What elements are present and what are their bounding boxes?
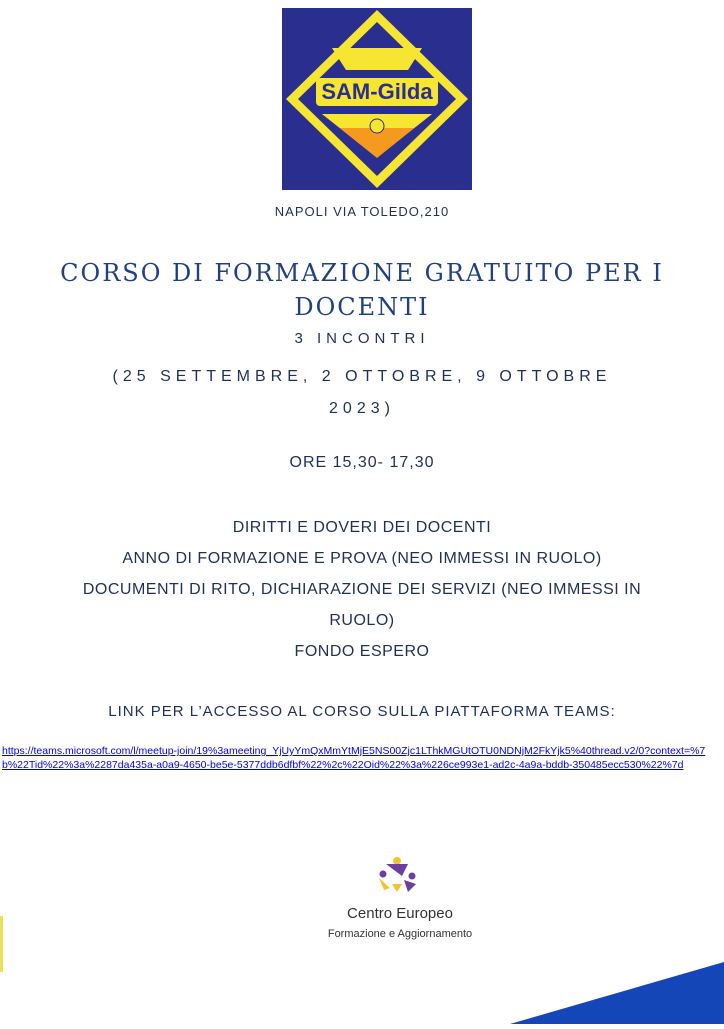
topic-item: DOCUMENTI DI RITO, DICHIARAZIONE DEI SERVIZI (NEO IMMESSI IN RUOLO)	[82, 581, 642, 629]
meeting-time: ORE 15,30- 17,30	[289, 454, 435, 471]
logo-text: SAM-Gilda	[321, 79, 433, 104]
topic-item: ANNO DI FORMAZIONE E PROVA (NEO IMMESSI IN RUOLO)	[122, 550, 602, 567]
meeting-dates: (25 SETTEMBRE, 2 OTTOBRE, 9 OTTOBRE 2023)	[112, 368, 612, 417]
topic-item: DIRITTI E DOVERI DEI DOCENTI	[232, 519, 492, 536]
corner-decoration	[480, 950, 724, 1024]
course-title: CORSO DI FORMAZIONE GRATUITO PER I DOCENTI	[60, 259, 664, 321]
meetings-count: 3 INCONTRI	[294, 330, 430, 347]
link-heading: LINK PER L’ACCESSO AL CORSO SULLA PIATTAFORMA TEAMS:	[108, 703, 616, 720]
centro-europeo-logo-icon	[374, 854, 420, 894]
sam-gilda-logo	[282, 8, 472, 190]
organization-name: Centro Europeo	[347, 905, 453, 922]
teams-meeting-link[interactable]: https://teams.microsoft.com/l/meetup-join/19%3ameeting_YjUyYmQxMmYtMjE5NS00Zjc1LThkMGUtOTU0NDNjM2FkYjk5%40thread.v2/0?context=%7b%22Tid%22%3a%2287da435a-a0a9-4650-be5e-5377ddb6dfbf%22%2c%22Oid%22%3a%226ce993e1-ad2c-4a9a-bddb-350485ecc530%22%7d	[2, 745, 706, 771]
address: NAPOLI VIA TOLEDO,210	[274, 204, 450, 219]
topic-item: FONDO ESPERO	[294, 643, 430, 660]
organization-subtitle: Formazione e Aggiornamento	[327, 928, 473, 940]
left-edge-mark	[0, 916, 3, 972]
topics-list	[60, 512, 664, 667]
